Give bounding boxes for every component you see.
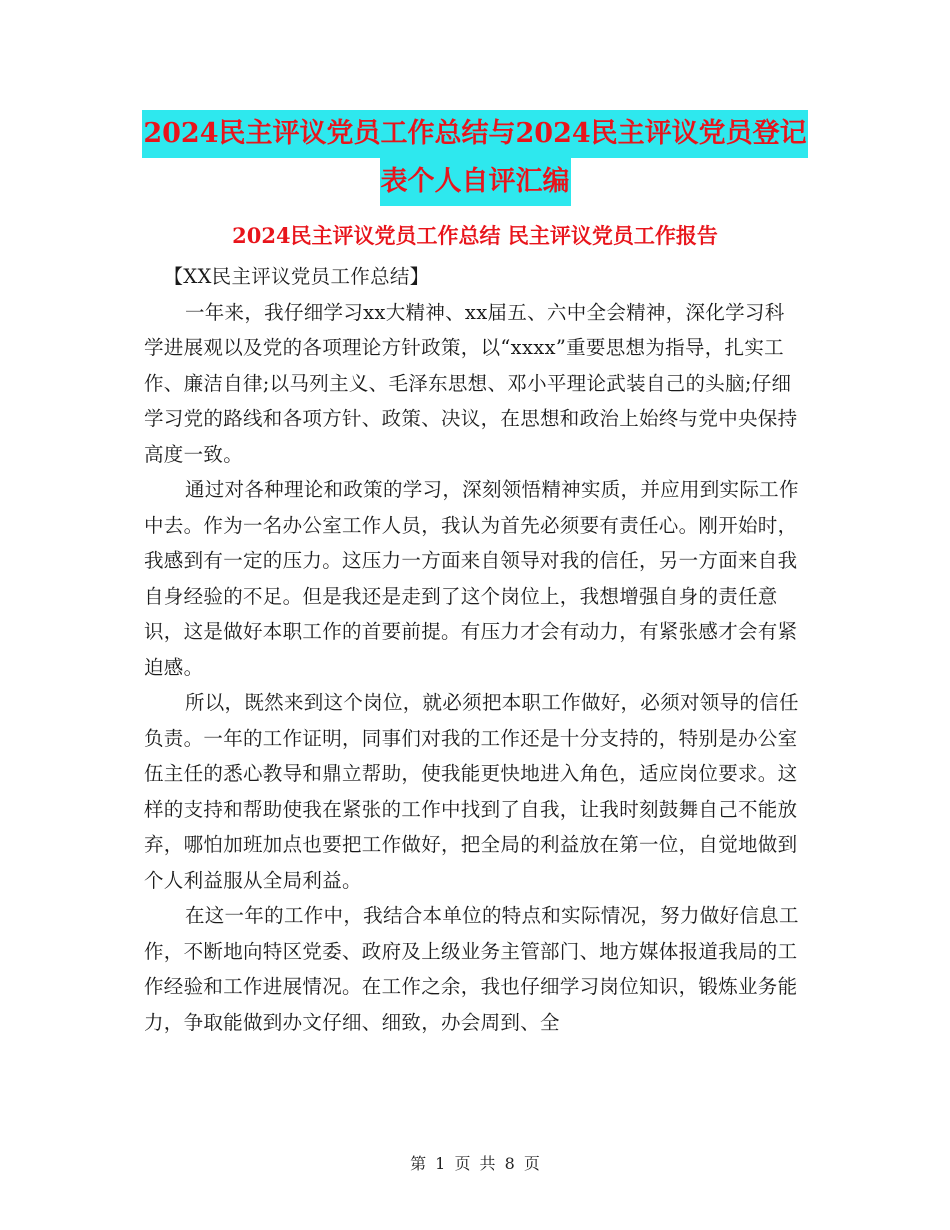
section-heading: 【XX民主评议党员工作总结】 [163, 265, 430, 288]
paragraph: 通过对各种理论和政策的学习，深刻领悟精神实质，并应用到实际工作中去。作为一名办公室工作人员，我认为首先必须要有责任心。刚开始时，我感到有一定的压力。这压力一方面来自领导对我的信任，另一方面来自我自身经验的不足。但是我还是走到了这个岗位上，我想增强自身的责任意识，这是做好本职工作的首要前提。有压力才会有动力，有紧张感才会有紧迫感。 [144, 478, 799, 679]
title-line-1: 2024民主评议党员工作总结与2024民主评议党员登记 [142, 110, 807, 158]
title-line-2: 表个人自评汇编 [380, 158, 571, 206]
page-footer: 第 1 页 共 8 页 [410, 1154, 540, 1173]
paragraph: 所以，既然来到这个岗位，就必须把本职工作做好，必须对领导的信任负责。一年的工作证明，同事们对我的工作还是十分支持的，特别是办公室伍主任的悉心教导和鼎立帮助，使我能更快地进入角色，适应岗位要求。这样的支持和帮助使我在紧张的工作中找到了自我，让我时刻鼓舞自己不能放弃，哪怕加班加点也要把工作做好，把全局的利益放在第一位，自觉地做到个人利益服从全局利益。 [144, 691, 799, 892]
body-text [144, 259, 804, 1040]
document-title [0, 110, 950, 206]
section-subtitle: 2024民主评议党员工作总结 民主评议党员工作报告 [232, 223, 718, 248]
paragraph: 在这一年的工作中，我结合本单位的特点和实际情况，努力做好信息工作，不断地向特区党委、政府及上级业务主管部门、地方媒体报道我局的工作经验和工作进展情况。在工作之余，我也仔细学习岗位知识，锻炼业务能力，争取能做到办文仔细、细致，办会周到、全 [144, 904, 799, 1034]
paragraph: 一年来，我仔细学习xx大精神、xx届五、六中全会精神，深化学习科学进展观以及党的各项理论方针政策，以“xxxx”重要思想为指导，扎实工作、廉洁自律;以马列主义、毛泽东思想、邓小平理论武装自己的头脑;仔细学习党的路线和各项方针、政策、决议，在思想和政治上始终与党中央保持高度一致。 [144, 300, 798, 466]
